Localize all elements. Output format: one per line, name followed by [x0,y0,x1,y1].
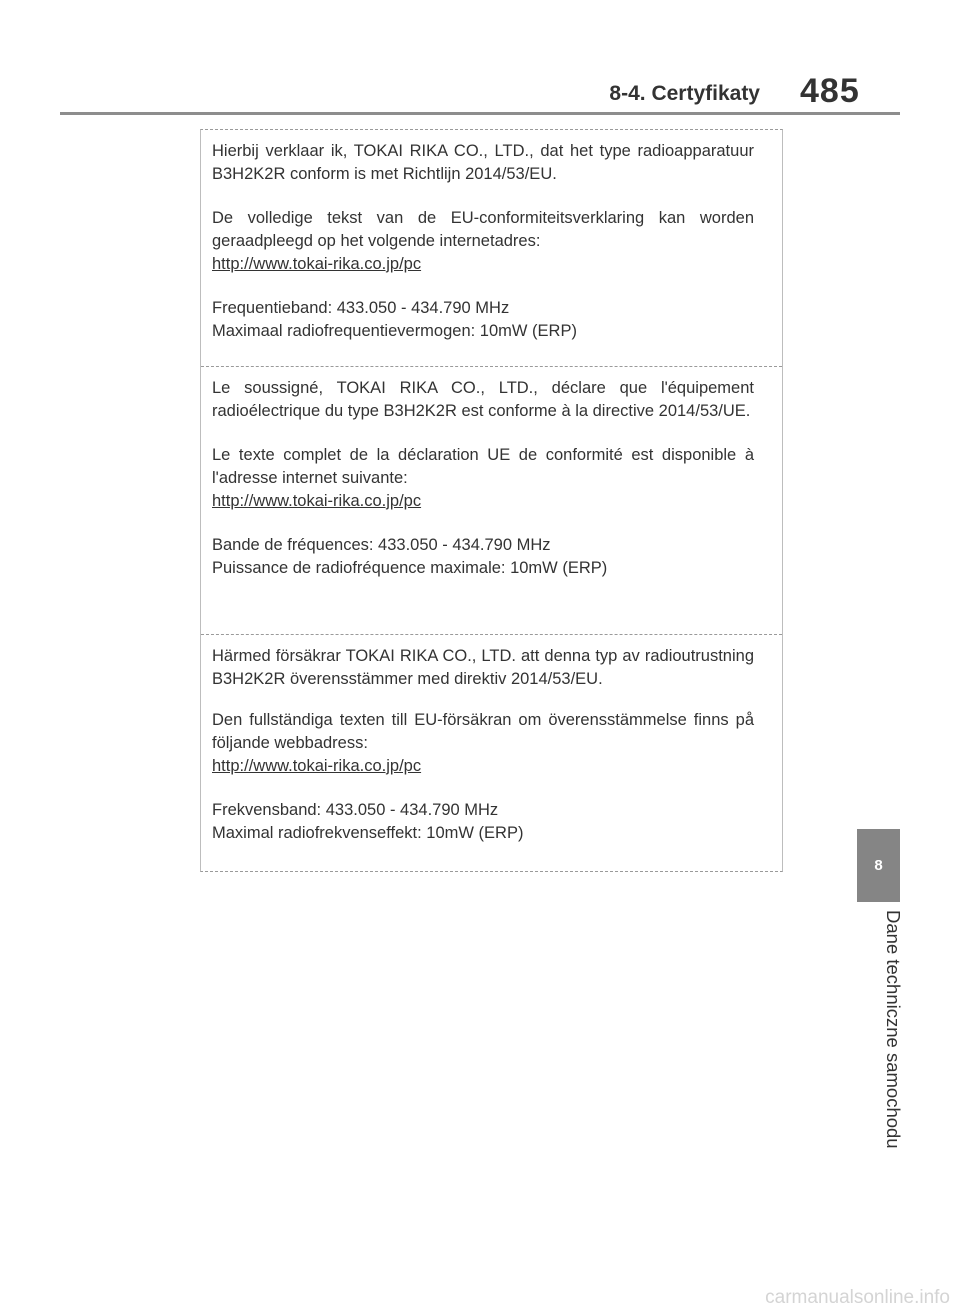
full-text-info: Le texte complet de la déclaration UE de conformité est disponible à l'adresse internet suivante: [212,446,754,487]
declaration-url-link[interactable]: http://www.tokai-rika.co.jp/pc [212,492,422,510]
declaration-text: Le soussigné, TOKAI RIKA CO., LTD., déclare que l'équipement radioélectrique du type B3H2K2R est conforme à la directive 2014/53/UE. [212,379,754,420]
header-divider [60,112,900,115]
max-power: Puissance de radiofréquence maximale: 10mW (ERP) [212,559,608,577]
frequency-band: Frequentieband: 433.050 - 434.790 MHz [212,299,510,317]
certificate-section-swedish [201,634,782,873]
declaration-url-link[interactable]: http://www.tokai-rika.co.jp/pc [212,255,422,273]
frequency-band: Bande de fréquences: 433.050 - 434.790 MHz [212,536,551,554]
full-text-info: Den fullständiga texten till EU-försäkran om överensstämmelse finns på följande webbadress: [212,711,754,752]
frequency-band: Frekvensband: 433.050 - 434.790 MHz [212,801,499,819]
certificate-section-dutch [201,130,782,366]
max-power: Maximaal radiofrequentievermogen: 10mW (ERP) [212,322,577,340]
section-title: 8-4. Certyfikaty [609,82,760,105]
chapter-label: Dane techniczne samochodu [883,910,904,1149]
certificate-box [200,129,783,872]
page-number: 485 [800,72,860,110]
certificate-section-french [201,366,782,634]
watermark: carmanualsonline.info [765,1287,950,1308]
declaration-text: Hierbij verklaar ik, TOKAI RIKA CO., LTD., dat het type radioapparatuur B3H2K2R conform is met Richtlijn 2014/53/EU. [212,142,754,183]
max-power: Maximal radiofrekvenseffekt: 10mW (ERP) [212,824,524,842]
full-text-info: De volledige tekst van de EU-conformiteitsverklaring kan worden geraadpleegd op het volgende internetadres: [212,209,754,250]
declaration-url-link[interactable]: http://www.tokai-rika.co.jp/pc [212,757,422,775]
chapter-tab[interactable]: 8 [857,829,900,902]
declaration-text: Härmed försäkrar TOKAI RIKA CO., LTD. att denna typ av radioutrustning B3H2K2R överensstämmer med direktiv 2014/53/EU. [212,647,754,688]
